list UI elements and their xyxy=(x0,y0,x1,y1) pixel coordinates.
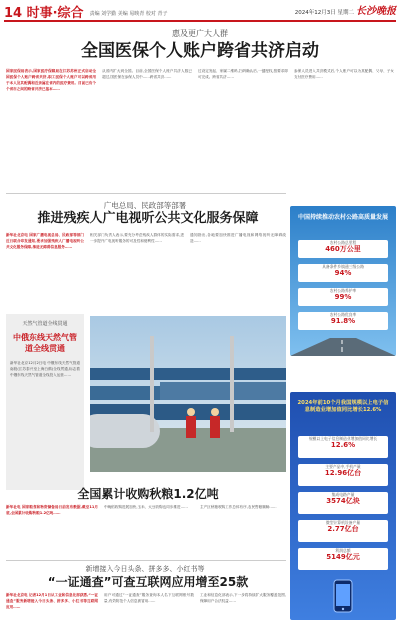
article2-col1-text: 新华社北京电 国家广播电视总局、民政部等部门近日联合印发通知,要求加强残疾人广播电视听公共文化服务保障,推进无障碍信息服务…… xyxy=(6,233,84,250)
stat-road-length xyxy=(298,240,388,258)
article2-headline: 推进残疾人广电视听公共文化服务保障 xyxy=(37,211,259,226)
article2-col2: 相关部门负责人表示,要充分考虑残疾人群体的实际需求,进一步提升广电视听服务的可及性和便利性…… xyxy=(90,233,184,244)
stat-profit xyxy=(298,548,388,570)
article1-col1 xyxy=(6,68,96,186)
article2-col3: 通知指出,各地要加快推进广播电视和网络视听无障碍改造…… xyxy=(190,233,286,244)
pipeline-box-headline: 中俄东线天然气管道全线贯通 xyxy=(13,333,77,353)
article3-col1 xyxy=(6,504,98,556)
pipeline-photo-image xyxy=(90,316,286,472)
stat-label: 主要产品中,手机产量 xyxy=(325,464,361,469)
divider xyxy=(6,560,286,561)
stat-growth xyxy=(298,436,388,458)
stat-quality xyxy=(298,312,388,330)
stat-label: 农村公路总里程 xyxy=(329,240,357,245)
stat-value: 91.8% xyxy=(330,317,356,325)
stat-value: 2.77亿台 xyxy=(327,525,359,533)
article1-kicker: 惠及更广大人群 xyxy=(172,29,228,38)
article4-headline: “一证通查”可查互联网应用增至25款 xyxy=(47,575,249,589)
article3-col2: 中晚稻收购进展加快,玉米、大豆收购也同步推进…… xyxy=(104,505,188,509)
pipeline-box-text: 新华社北京12月2日电 中俄东线天然气管道南段(江苏泰兴至上海白鹤)全线贯通,标志着中俄东线天然气管道全线投入运营…… xyxy=(10,361,80,378)
pipeline-box-title: 天然气管道全线贯通 xyxy=(22,321,68,327)
phone-icon xyxy=(320,578,366,614)
stat-value: 94% xyxy=(334,269,352,277)
stat-value: 3574亿块 xyxy=(326,497,360,505)
stat-label: 农村公路优良率 xyxy=(329,312,357,317)
article1-headline: 全国医保个人账户跨省共济启动 xyxy=(81,41,319,61)
article2-col1 xyxy=(6,232,84,316)
stat-label: 规模以上电子信息制造业增加值同比增长 xyxy=(308,436,378,441)
divider xyxy=(6,193,286,194)
issue-date: 2024年12月3日 星期二 xyxy=(294,10,354,16)
stat-value: 5149亿元 xyxy=(326,553,360,561)
rural-roads-title: 中国持续推动农村公路高质量发展 xyxy=(297,214,388,221)
road-illustration xyxy=(290,334,396,356)
article3-col3: 主产区秋粮收购工作总体有序,农民售粮顺畅…… xyxy=(200,505,277,509)
pipeline-photo xyxy=(90,316,286,472)
editors-line: 责编 刘学勤 美编 易映青 校对 青子 xyxy=(89,10,168,17)
article3-col1-text: 新华社电 国家粮食和物资储备局日前发布数据,截至11月底,全国累计收购秋粮1.2亿吨…… xyxy=(6,505,98,516)
newspaper-logo: 长沙晚报 xyxy=(356,6,396,17)
stat-chips xyxy=(298,492,388,514)
electronics-panel xyxy=(290,392,396,620)
article1-col4: 参保人员进入共济模式后,个人账户可以为其配偶、父母、子女支付医疗费用…… xyxy=(294,69,394,80)
stat-value: 460万公里 xyxy=(325,245,361,253)
stat-computers xyxy=(298,520,388,542)
article4-col3: 工业和信息化部表示,下一步将持续扩大服务覆盖范围,保障用户合法权益…… xyxy=(200,593,286,604)
stat-value: 12.96亿台 xyxy=(324,469,362,477)
stat-value: 99% xyxy=(334,293,352,301)
article4-col1-text: 新华社北京电 记者12月1日从工业和信息化部获悉,“一证通查”服务新增接入今日头条、拼多多、小红书等互联网应用…… xyxy=(6,593,98,610)
article2-kicker: 广电总局、民政部等部署 xyxy=(103,201,187,210)
stat-label: 利润总额 xyxy=(335,548,351,553)
infographic-sidebar xyxy=(290,206,396,622)
stat-label: 微型计算机设备产量 xyxy=(325,520,361,525)
header-rule xyxy=(4,20,396,22)
article1-col1-text: 国家医保局表示,国家医疗保障局在江苏苏州正式启动全国医保个人账户跨省共济,职工医保个人账户可以跨省用于本人及其配偶和近亲属在省内的医疗费用。目前已有个个省市之间的跨省共济已基本…… xyxy=(6,69,96,92)
article3-headline: 全国累计收购秋粮1.2亿吨 xyxy=(77,487,219,501)
stat-town-roads xyxy=(298,264,388,282)
section-title: 14 时事·综合 xyxy=(4,5,84,21)
electronics-title: 2024年前10个月我国规模以上电子信息制造业增加值同比增长12.6% xyxy=(297,400,389,413)
article4-kicker: 新增接入今日头条、拼多多、小红书等 xyxy=(85,565,205,573)
pipeline-box xyxy=(6,314,84,490)
stat-phones xyxy=(298,464,388,486)
article4-col1 xyxy=(6,592,98,624)
stat-label: 具备条件乡镇通三级公路 xyxy=(322,264,364,269)
stat-label: 农村公路养护率 xyxy=(329,288,357,293)
masthead xyxy=(4,2,396,20)
article1-col2: 从省内扩大到全国。目前,全国医保个人账户共济人数已超过,国医保在参保人员中……跨省共济…… xyxy=(102,69,192,80)
article1-col3: 过设定发起、家属二维码,扫码确认后,一键授权,按要求即可完成。跨省共济…… xyxy=(198,69,288,80)
stat-maintenance xyxy=(298,288,388,306)
article4-col2: 用户可通过“一证通查”服务查询本人名下互联网账号数量,有效防范个人信息被冒用…… xyxy=(104,593,194,604)
rural-roads-panel xyxy=(290,206,396,356)
stat-label: 集成电路产量 xyxy=(331,492,355,497)
stat-value: 12.6% xyxy=(330,441,356,449)
